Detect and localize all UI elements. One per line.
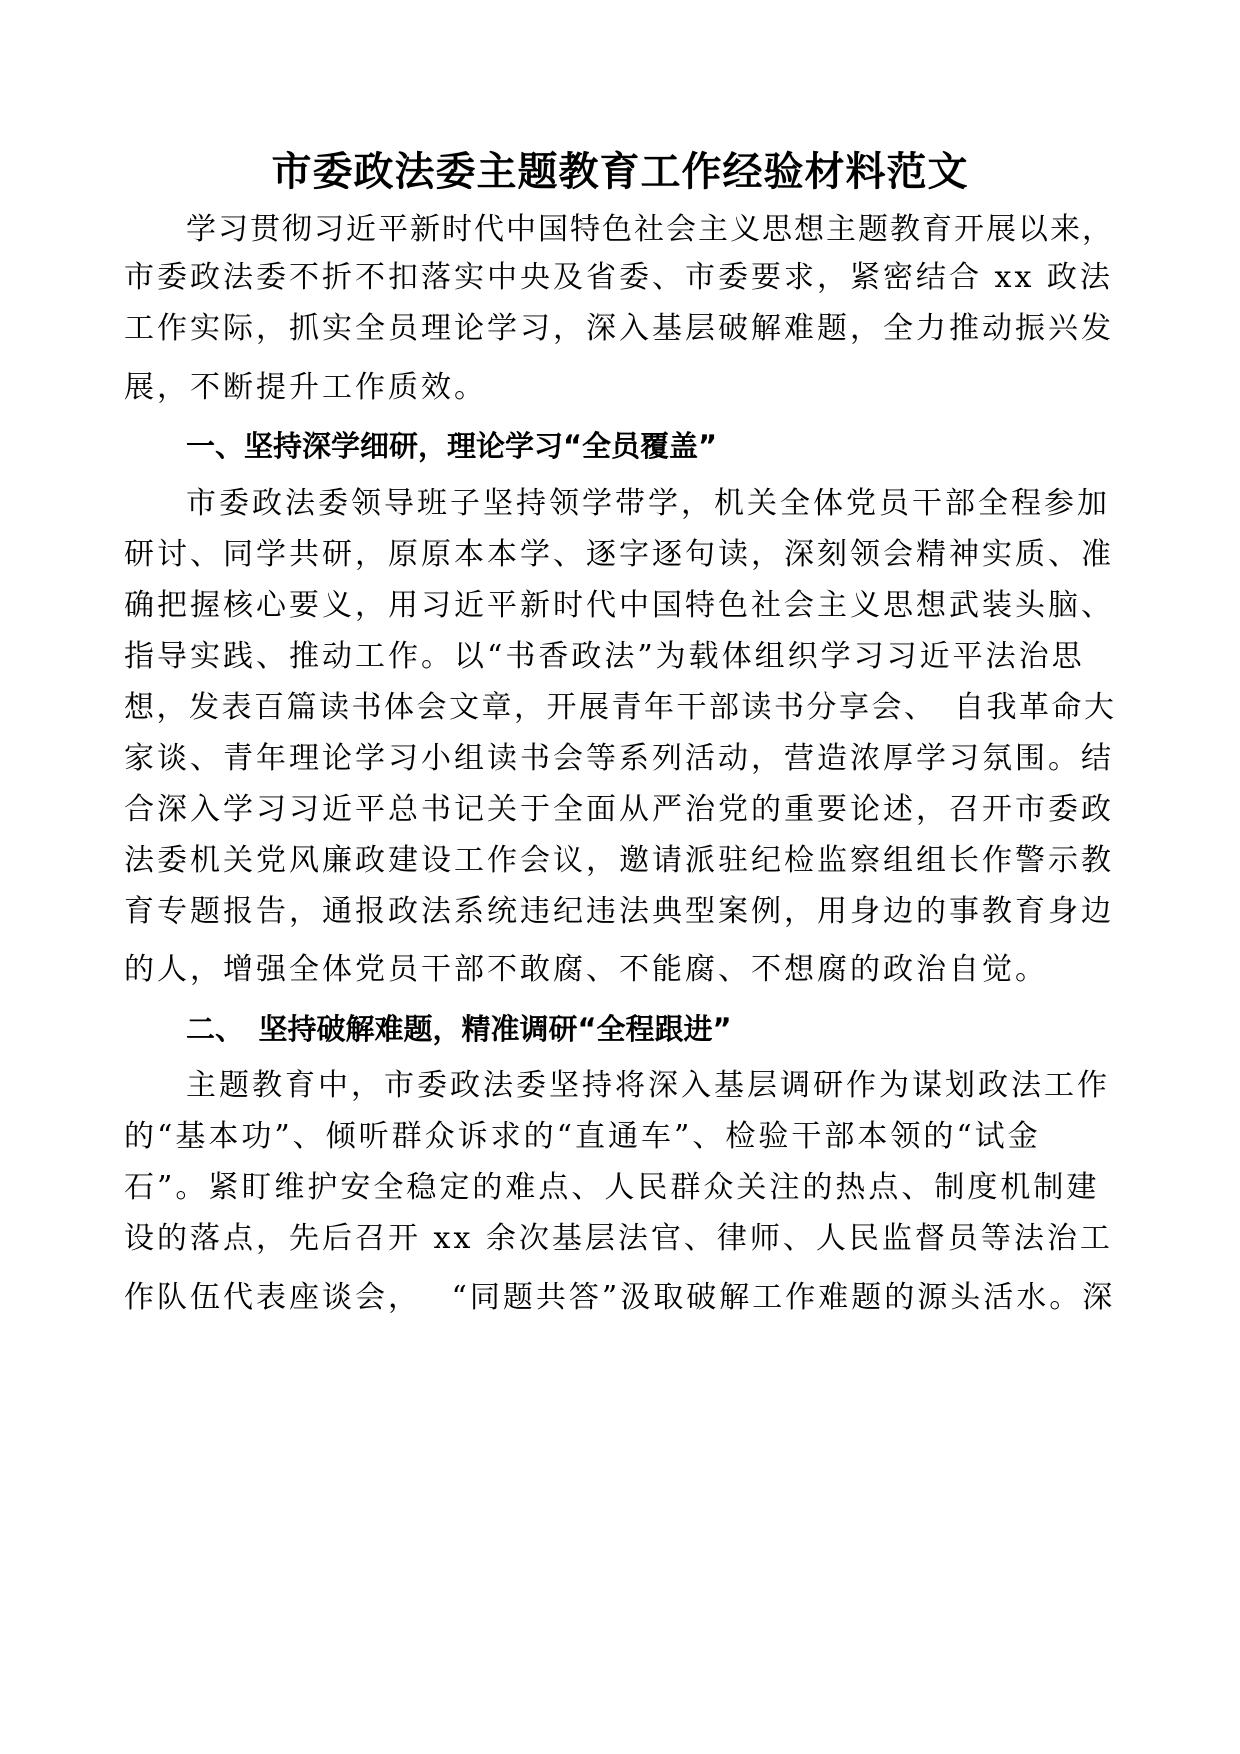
document-title: 市委政法委主题教育工作经验材料范文: [271, 149, 969, 195]
intro-line: 市委政法委不折不扣落实中央及省委、市委要求，紧密结合 xx 政法: [124, 260, 1113, 295]
section-1-line: 法委机关党风廉政建设工作会议，邀请派驻纪检监察组组长作警示教: [124, 843, 1114, 878]
section-1-line: 家谈、青年理论学习小组读书会等系列活动，营造浓厚学习氛围。结: [124, 741, 1114, 776]
intro-line: 工作实际，抓实全员理论学习，深入基层破解难题，全力推动振兴发: [124, 311, 1114, 346]
section-1-line: 指导实践、推动工作。以“书香政法”为载体组织学习习近平法治思: [124, 639, 1085, 674]
section-2-line: 主题教育中，市委政法委坚持将深入基层调研作为谋划政法工作: [186, 1068, 1110, 1103]
section-2-line: 设的落点，先后召开 xx 余次基层法官、律师、人民监督员等法治工: [124, 1221, 1113, 1256]
section-1-line: 市委政法委领导班子坚持领学带学，机关全体党员干部全程参加: [186, 486, 1110, 521]
section-1-line: 研讨、同学共研，原原本本学、逐字逐句读，深刻领会精神实质、准: [124, 537, 1114, 572]
section-2-line: 的“基本功”、倾听群众诉求的“直通车”、检验干部本领的“试金: [124, 1119, 1041, 1154]
section-1-line: 的人，增强全体党员干部不敢腐、不能腐、不想腐的政治自觉。: [124, 952, 1048, 987]
intro-line: 展，不断提升工作质效。: [124, 370, 487, 405]
intro-line: 学习贯彻习近平新时代中国特色社会主义思想主题教育开展以来，: [186, 212, 1114, 247]
section-1-line: 合深入学习习近平总书记关于全面从严治党的重要论述，召开市委政: [124, 792, 1114, 827]
section-1-heading: 一、坚持深学细研，理论学习“全员覆盖”: [186, 429, 718, 463]
section-2-heading: 二、 坚持破解难题，精准调研“全程跟进”: [186, 1012, 732, 1046]
section-1-line: 育专题报告，通报政法系统违纪违法典型案例，用身边的事教育身边: [124, 894, 1114, 929]
section-1-line: 想，发表百篇读书体会文章，开展青年干部读书分享会、 自我革命大: [124, 690, 1117, 725]
section-2-line: 作队伍代表座谈会， “同题共答”汲取破解工作难题的源头活水。深: [124, 1280, 1116, 1315]
section-2-line: 石”。紧盯维护安全稳定的难点、人民群众关注的热点、制度机制建: [124, 1170, 1100, 1205]
section-1-line: 确把握核心要义，用习近平新时代中国特色社会主义思想武装头脑、: [124, 588, 1114, 623]
